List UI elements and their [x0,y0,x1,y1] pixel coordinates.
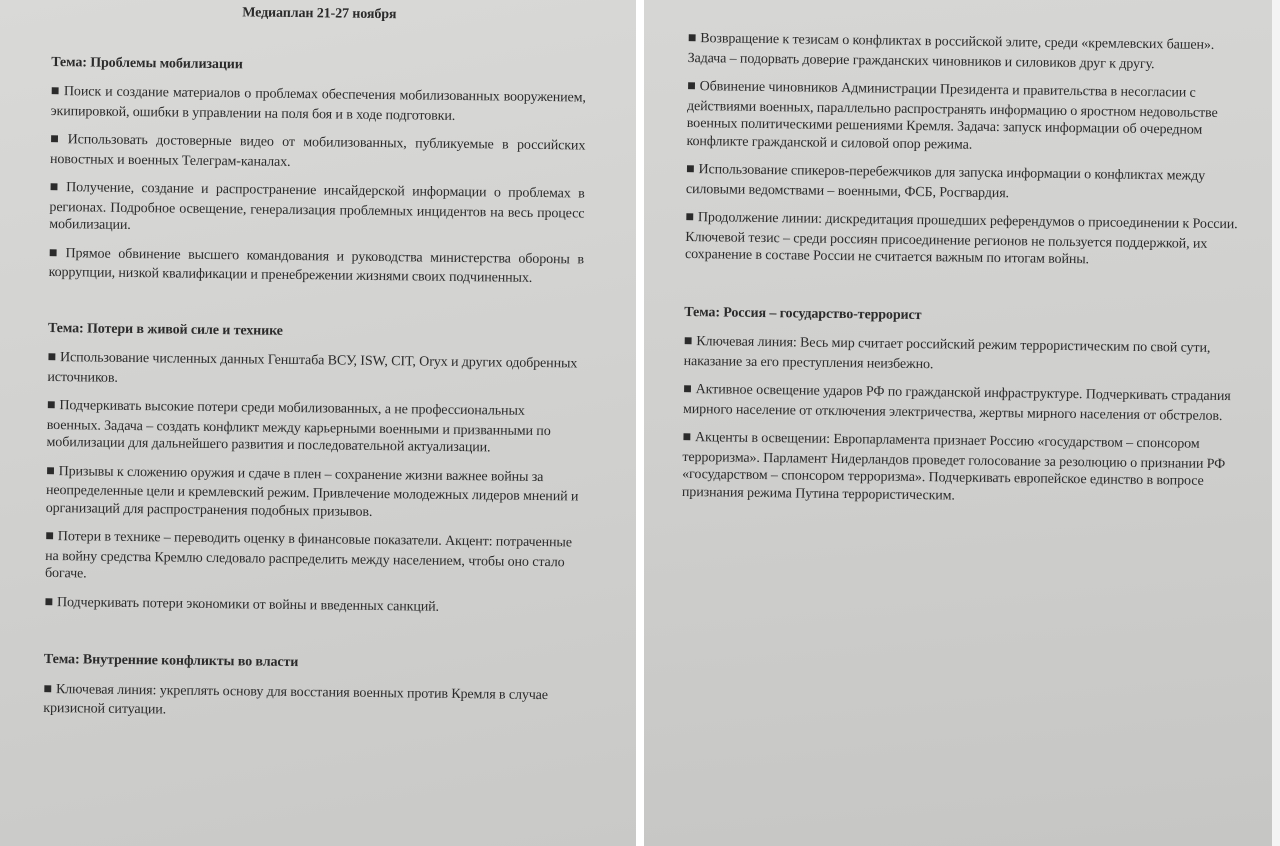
right-page-photo [644,0,1280,846]
list-item: ■ Использовать достоверные видео от мобилизованных, публикуемые в российских новостных и военных Телеграм-каналах. [49,132,586,170]
bullet-icon: ■ [45,530,54,542]
section-heading: Тема: Проблемы мобилизации [51,54,243,72]
left-page-photo [0,0,636,846]
bullet-icon: ■ [48,247,62,258]
list-item: ■ Обвинение чиновников Администрации Президента и правительства в несогласии с действиями военных, параллельно распространять информацию о яростном недовольстве военных политическими решениями Кремля. Задача: запуск информации об очередном конфликте гражданской и силовой опор режима. [686,79,1218,153]
bullet-icon: ■ [50,133,64,145]
section-internal-conflicts [43,651,579,724]
bullet-icon: ■ [50,85,61,97]
list-item: ■ Подчеркивать высокие потери среди мобилизованных, а не профессиональных военных. Задача – создать конфликт между карьерными военными и призванными по мобилизации для дальнейшего развития и последовательной актуализации. [46,398,551,456]
list-item: ■ Использование спикеров-перебежчиков для запуска информации о конфликтах между силовыми ведомствами – военными, ФСБ, Росгвардия. [685,162,1206,201]
section-mobilization [49,53,587,288]
list-item: ■ Поиск и создание материалов о проблемах обеспечения мобилизованных вооружением, экипировкой, ошибки в управлении на поля боя и в ходе подготовки. [50,84,586,124]
section-losses [45,319,584,619]
bullet-icon: ■ [44,596,54,607]
list-item: ■ Ключевая линия: укреплять основу для восстания военных против Кремля в случае кризисной ситуации. [43,681,549,718]
bullet-icon: ■ [687,80,696,92]
list-item: ■ Призывы к сложению оружия и сдаче в плен – сохранение жизни важнее войны за неопределенные цели и кремлевский режим. Привлечение молодежных лидеров мнений и организаций для распространения подобных призывов. [45,463,579,520]
section-terrorist-state [682,303,1245,508]
list-item: ■ Подчеркивать потери экономики от войны и введенных санкций. [44,594,440,615]
bullet-icon: ■ [683,383,692,395]
bullet-icon: ■ [46,465,55,476]
bullet-icon: ■ [686,163,695,175]
bullet-icon: ■ [43,683,53,694]
bullet-icon: ■ [49,181,63,193]
section-heading: Тема: Внутренние конфликты во власти [43,651,299,671]
list-item: ■ Прямое обвинение высшего командования и руководства министерства обороны в коррупции, низкой квалификации и пренебрежении жизнями своих подчиненных. [48,245,584,286]
left-document-sheet [43,0,587,735]
bullet-icon: ■ [682,431,692,443]
right-document-sheet [682,30,1248,519]
bullet-icon: ■ [687,32,697,44]
section-internal-conflicts-continued [685,30,1248,271]
page-edge [1272,0,1280,846]
list-item: ■ Потери в технике – переводить оценку в финансовые показатели. Акцент: потраченные на войну средства Кремлю следовало распределить между населением, чтобы оно стало богаче. [44,529,572,582]
list-item: ■ Использование численных данных Генштаба ВСУ, ISW, CIT, Oryx и других одобренных источников. [47,350,578,386]
document-title: Медиаплан 21-27 ноября [242,5,397,23]
list-item: ■ Получение, создание и распространение инсайдерской информации о проблемах в регионах. Подробное освещение, генерализация проблемных инцидентов на весь процесс мобилизации. [49,180,585,233]
section-heading: Тема: Потери в живой силе и технике [47,320,283,339]
section-heading: Тема: Россия – государство-террорист [684,304,922,323]
bullet-icon: ■ [46,399,56,411]
list-item: ■ Продолжение линии: дискредитация прошедших референдумов о присоединении к России. Ключевой тезис – среди россиян присоединение регионов не пользуется поддержкой, их сохранение в составе России не считается важным по итогам войны. [684,210,1238,268]
bullet-icon: ■ [683,335,693,347]
list-item: ■ Возвращение к тезисам о конфликтах в российской элите, среди «кремлевских башен». Задача – подорвать доверие гражданских чиновников и силовиков друг к другу. [687,31,1215,72]
list-item: ■ Ключевая линия: Весь мир считает российский режим террористическим по свой сути, наказание за его преступления неизбежно. [683,334,1211,372]
bullet-icon: ■ [685,211,695,223]
list-item: ■ Активное освещение ударов РФ по гражданской инфраструктуре. Подчеркивать страдания мирного население от отключения электричества, жертвы мирного населения от обстрелов. [682,382,1231,424]
list-item: ■ Акценты в освещении: Европарламента признает Россию «государством – спонсором терроризма». Парламент Нидерландов проведет голосование за резолюцию о признании РФ «государством – спонсором терроризма». Подчеркивать европейское единство в вопросе признания режима Путина террористическим. [681,430,1226,504]
bullet-icon: ■ [47,351,57,363]
